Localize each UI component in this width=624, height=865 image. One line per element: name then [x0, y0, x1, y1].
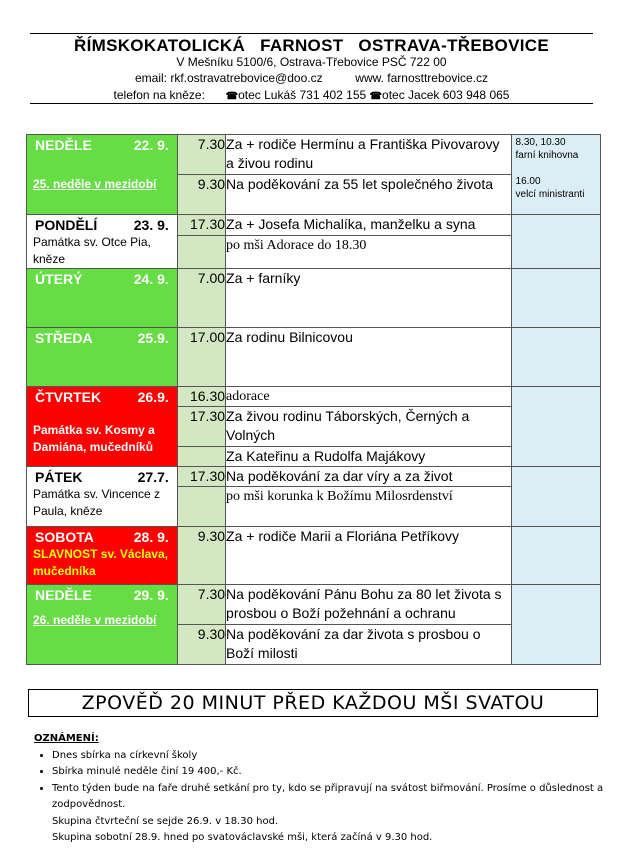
priest-phone-1: Lukáš 731 402 155	[264, 88, 367, 102]
mass-intention: Za + Josefa Michalíka, manželku a syna	[226, 215, 511, 236]
day-cell	[27, 467, 178, 527]
day-date: 29. 9.	[133, 587, 169, 603]
liturgical-day: 25. neděle v mezidobí	[33, 177, 157, 191]
website-link[interactable]: www. farnosttrebovice.cz	[355, 71, 488, 85]
announcement-list	[34, 748, 604, 814]
note-cell	[511, 387, 600, 467]
contact-line	[30, 71, 593, 85]
day-cell	[27, 269, 178, 328]
day-date: 23. 9.	[133, 217, 169, 233]
phone-icon: ☎	[369, 91, 383, 102]
note-cell	[511, 269, 600, 328]
day-name: PÁTEK	[35, 469, 83, 485]
day-cell	[27, 387, 178, 467]
table-row	[27, 527, 601, 585]
mass-time: 9.30	[177, 527, 225, 585]
note-line: 8.30, 10.30	[515, 137, 566, 148]
note-cell	[511, 527, 600, 585]
mass-time: 9.30	[177, 625, 225, 665]
mass-intention: Za + rodiče Marii a Floriána Petříkovy	[226, 527, 511, 585]
mass-intention: Na poděkování za dar víry a za život	[226, 467, 511, 487]
header-top-rule	[30, 33, 593, 34]
mass-time: 17.30	[177, 467, 225, 487]
table-row	[27, 585, 601, 625]
day-date: 28. 9.	[133, 529, 169, 545]
priest-phone-2: Jacek 603 948 065	[408, 88, 510, 102]
parish-address: V Mešníku 5100/6, Ostrava-Třebovice PSČ 722 00	[176, 55, 447, 69]
mass-time: 9.30	[177, 175, 225, 215]
email-address[interactable]: email: rkf.ostravatrebovice@doo.cz	[135, 71, 323, 85]
day-cell	[27, 215, 178, 269]
mass-time: 7.30	[177, 585, 225, 625]
list-item: • Dnes sbírka na církevní školy	[52, 748, 604, 765]
day-date: 24. 9.	[133, 271, 169, 287]
note-cell	[511, 135, 600, 215]
group-schedule-line: Skupina čtvrteční se sejde 26.9. v 18.30 hod.	[52, 815, 279, 827]
day-cell	[27, 585, 178, 665]
note-line: farní knihovna	[515, 150, 579, 161]
announcements-title: OZNÁMENÍ:	[34, 733, 99, 744]
mass-intention: Za Kateřinu a Rudolfa Majákovy	[226, 447, 511, 467]
note-cell	[511, 328, 600, 387]
mass-intention: Za + farníky	[226, 269, 511, 328]
mass-intention: Za živou rodinu Táborských, Černých a Volných	[226, 407, 511, 447]
note-cell	[511, 215, 600, 269]
day-cell	[27, 328, 178, 387]
mass-intention: Za rodinu Bilnicovou	[226, 328, 511, 387]
day-name: ÚTERÝ	[35, 271, 83, 287]
feast-name: Památka sv. Otce Pia, kněze	[33, 235, 151, 266]
group-schedule-line: Skupina sobotní 28.9. hned po svatováclavské mši, která začíná v 9.30 hod.	[52, 832, 433, 843]
solemnity-label: SLAVNOST sv. Václava, mučedníka	[33, 547, 168, 578]
announcements	[34, 731, 604, 847]
liturgical-day: 26. neděle v mezidobí	[33, 613, 157, 627]
list-item: • Tento týden bude na faře druhé setkání pro ty, kdo se připravují na svátost biřmování. Prosíme o důslednost a zodpovědnost.	[52, 781, 604, 814]
table-row	[27, 467, 601, 487]
mass-intention: Na poděkování za 55 let společného života	[226, 175, 511, 215]
mass-intention: Za + rodiče Hermínu a Františka Pivovarovy a živou rodinu	[226, 135, 511, 175]
day-name: STŘEDA	[35, 330, 93, 346]
day-cell	[27, 135, 178, 215]
mass-schedule-table	[26, 134, 601, 665]
day-date: 22. 9.	[133, 137, 169, 153]
note-cell	[511, 467, 600, 527]
parish-title: ŘÍMSKOKATOLICKÁ FARNOST OSTRAVA-TŘEBOVICE	[74, 36, 549, 55]
day-date: 26.9.	[137, 389, 169, 405]
day-name: NEDĚLE	[35, 137, 92, 153]
phone-label: telefon na kněze:	[113, 88, 205, 102]
note-cell	[511, 585, 600, 665]
mass-intention: po mši korunka k Božímu Milosrdenství	[226, 487, 511, 527]
table-row	[27, 387, 601, 407]
mass-intention: Na poděkování za dar života s prosbou o Boží milosti	[226, 625, 511, 665]
mass-intention: po mši Adorace do 18.30	[226, 236, 511, 269]
header-bottom-rule	[30, 103, 593, 104]
note-line: velcí ministranti	[515, 189, 585, 200]
day-name: ČTVRTEK	[35, 389, 102, 405]
feast-name: Památka sv. Vincence z Paula, kněze	[33, 487, 160, 518]
phone-icon: ☎	[225, 91, 239, 102]
day-name: SOBOTA	[35, 529, 94, 545]
mass-time: 17.00	[177, 328, 225, 387]
table-row	[27, 328, 601, 387]
mass-time: 17.30	[177, 215, 225, 236]
day-date: 25.9.	[137, 330, 169, 346]
day-name: NEDĚLE	[35, 587, 92, 603]
mass-time: 7.30	[177, 135, 225, 175]
confession-banner: ZPOVĚĎ 20 MINUT PŘED KAŽDOU MŠI SVATOU	[28, 689, 598, 717]
list-item: • Sbírka minulé neděle činí 19 400,- Kč.	[52, 764, 604, 781]
mass-time: 16.30	[177, 387, 225, 407]
table-row	[27, 215, 601, 236]
mass-intention: adorace	[226, 387, 511, 407]
table-row	[27, 269, 601, 328]
mass-intention: Na poděkování Pánu Bohu za 80 let života s prosbou o Boží požehnání a ochranu	[226, 585, 511, 625]
day-date: 27.7.	[137, 469, 169, 485]
priest-prefix: otec	[238, 88, 261, 102]
priest-prefix: otec	[382, 88, 405, 102]
day-name: PONDĚLÍ	[35, 217, 98, 233]
note-line: 16.00	[515, 176, 541, 187]
phone-line	[30, 88, 593, 102]
mass-time: 7.00	[177, 269, 225, 328]
table-row	[27, 135, 601, 175]
day-cell	[27, 527, 178, 585]
mass-time: 17.30	[177, 407, 225, 447]
feast-name: Památka sv. Kosmy a Damiána, mučedníků	[33, 423, 155, 454]
